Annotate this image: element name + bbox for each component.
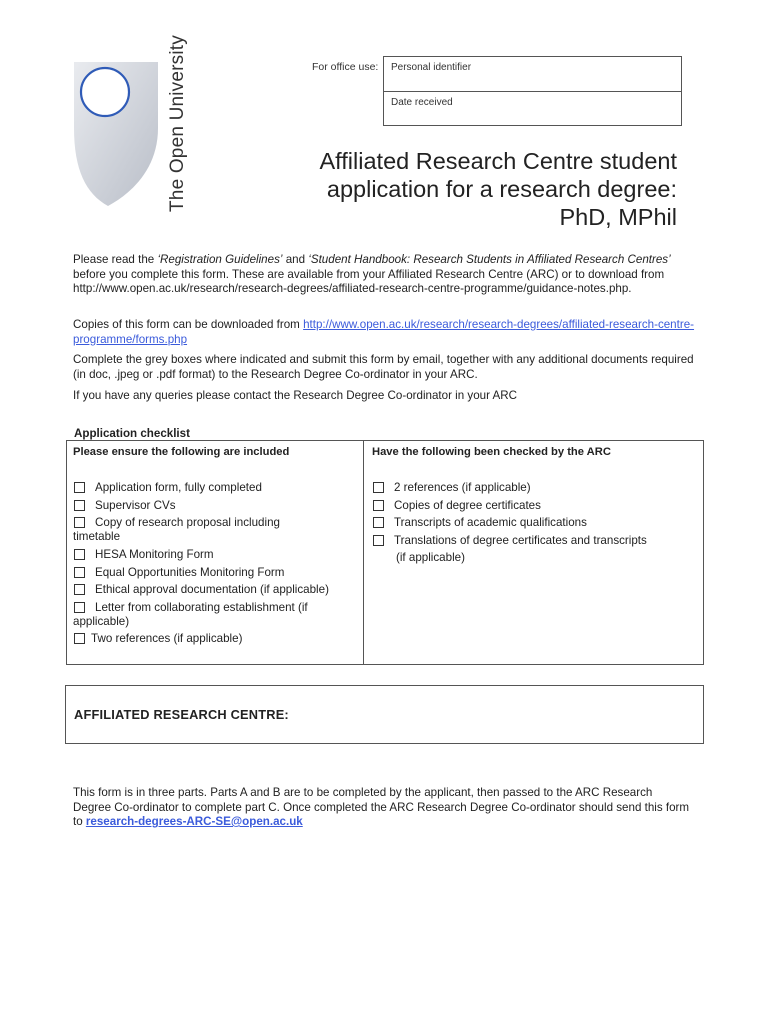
checklist-item-research-proposal[interactable]: Copy of research proposal including (74, 516, 359, 530)
checkbox[interactable] (74, 584, 85, 595)
checklist-title: Application checklist (74, 427, 190, 440)
checkbox[interactable] (373, 482, 384, 493)
checkbox[interactable] (373, 517, 384, 528)
page-title (320, 147, 678, 231)
intro-paragraph-2: Copies of this form can be downloaded from http://www.open.ac.uk/research/research-degrees/affiliated-research-centre-programme/forms.php (73, 318, 695, 346)
intro-paragraph-4: If you have any queries please contact the Research Degree Co-ordinator in your ARC (73, 389, 518, 402)
checkbox[interactable] (74, 482, 85, 493)
checkbox[interactable] (74, 567, 85, 578)
column-divider (363, 440, 364, 665)
checklist-item-two-references[interactable]: Two references (if applicable) (74, 632, 359, 646)
checkbox[interactable] (74, 517, 85, 528)
office-use-label: For office use: (312, 61, 379, 73)
title-line-1: Affiliated Research Centre student (319, 148, 677, 174)
checklist-item-application-form[interactable]: Application form, fully completed (74, 481, 359, 495)
date-received-field[interactable]: Date received (384, 91, 681, 125)
checklist-item-hesa-form[interactable]: HESA Monitoring Form (74, 548, 359, 562)
checkbox[interactable] (373, 500, 384, 511)
arc-check-translations[interactable]: Translations of degree certificates and transcripts (373, 534, 698, 548)
checklist-item-ethical-approval[interactable]: Ethical approval documentation (if applicable) (74, 583, 359, 597)
left-column-heading: Please ensure the following are included (73, 446, 290, 458)
checkbox[interactable] (74, 549, 85, 560)
forms-link[interactable]: http://www.open.ac.uk/research/research-degrees/affiliated-research-centre-programme/forms.php (73, 318, 695, 346)
title-line-2: application for a research degree: (326, 176, 677, 202)
arc-check-translations-cont: (if applicable) (396, 551, 465, 564)
handbook-title: ‘Student Handbook: Research Students in Affiliated Research Centres’ (308, 253, 671, 266)
right-column-heading: Have the following been checked by the ARC (372, 446, 611, 458)
guidelines-title: ‘Registration Guidelines’ (157, 253, 283, 266)
checklist-item-collaborating-letter-cont: applicable) (73, 615, 130, 628)
office-use-box (383, 56, 682, 126)
checklist-item-supervisor-cvs[interactable]: Supervisor CVs (74, 499, 359, 513)
affiliated-research-centre-label: AFFILIATED RESEARCH CENTRE: (74, 707, 289, 722)
arc-check-transcripts[interactable]: Transcripts of academic qualifications (373, 516, 693, 530)
form-parts-paragraph: This form is in three parts. Parts A and B are to be completed by the applicant, then passed to the ARC Research Degree Co-ordinator to complete part C. Once completed the ARC Research Degree Co-ordinator should send this form to research-degrees-ARC-SE@open.ac.uk (73, 786, 690, 828)
checklist-item-equal-opportunities[interactable]: Equal Opportunities Monitoring Form (74, 566, 359, 580)
checkbox[interactable] (74, 500, 85, 511)
checkbox[interactable] (74, 633, 85, 644)
arc-check-references[interactable]: 2 references (if applicable) (373, 481, 693, 495)
checklist-item-collaborating-letter[interactable]: Letter from collaborating establishment (if (74, 601, 359, 615)
checkbox[interactable] (373, 535, 384, 546)
personal-identifier-field[interactable]: Personal identifier (391, 62, 472, 73)
checkbox[interactable] (74, 602, 85, 613)
intro-paragraph-3: Complete the grey boxes where indicated and submit this form by email, together with any additional documents required (in doc, .jpeg or .pdf format) to the Research Degree Co-ordinator in your ARC. (73, 353, 694, 381)
logo-wordmark: The Open University (167, 35, 188, 212)
title-line-3: PhD, MPhil (559, 204, 677, 230)
arc-check-degree-certificates[interactable]: Copies of degree certificates (373, 499, 693, 513)
arc-email-link[interactable]: research-degrees-ARC-SE@open.ac.uk (85, 815, 303, 828)
checklist-item-research-proposal-cont: timetable (73, 530, 121, 543)
intro-paragraph-1: Please read the ‘Registration Guidelines’ and ‘Student Handbook: Research Students in Affiliated Research Centres’ before you complete this form. These are available from your Affiliated Research Centre (ARC) or to download from http://www.open.ac.uk/research/research-degrees/affiliated-research-centre-programme/guidance-notes.php. (73, 253, 671, 295)
